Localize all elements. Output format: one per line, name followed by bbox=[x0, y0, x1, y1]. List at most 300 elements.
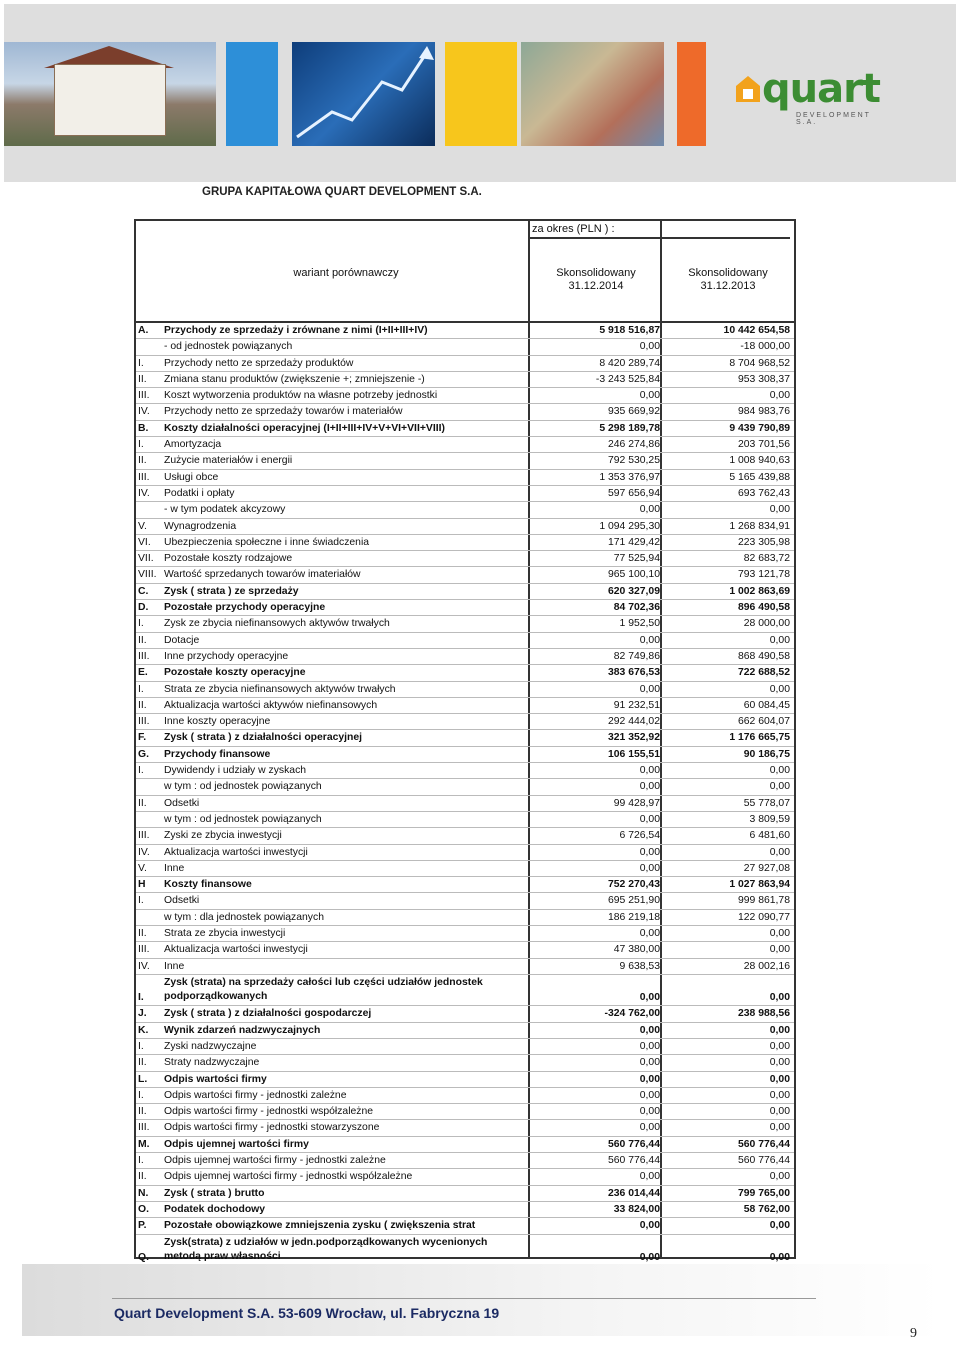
row-value-2014: 560 776,44 bbox=[607, 1155, 660, 1167]
row-value-2014: 597 656,94 bbox=[607, 487, 660, 499]
table-row bbox=[136, 763, 794, 779]
row-value-2013: 953 308,37 bbox=[737, 373, 790, 385]
table-row bbox=[136, 535, 794, 551]
yellow-color-block bbox=[445, 42, 517, 146]
row-value-2014: 0,00 bbox=[639, 390, 660, 402]
row-value-2014: 33 824,00 bbox=[613, 1203, 660, 1215]
row-value-2013: 122 090,77 bbox=[737, 911, 790, 923]
row-value-2013: 60 084,45 bbox=[743, 699, 790, 711]
row-value-2014: 0,00 bbox=[639, 1040, 660, 1052]
table-row bbox=[136, 1072, 794, 1088]
table-row bbox=[136, 372, 794, 388]
row-value-2014: 1 094 295,30 bbox=[599, 520, 660, 532]
table-row bbox=[136, 1055, 794, 1071]
row-value-2013: 662 604,07 bbox=[737, 716, 790, 728]
row-value-2014: 560 776,44 bbox=[607, 1138, 660, 1150]
row-value-2013: 0,00 bbox=[769, 927, 790, 939]
footer-address: Quart Development S.A. 53-609 Wrocław, ul. Fabryczna 19 bbox=[114, 1305, 500, 1321]
row-value-2013: 0,00 bbox=[769, 1089, 790, 1101]
table-row bbox=[136, 910, 794, 926]
row-code: O. bbox=[138, 1203, 149, 1215]
row-code: H bbox=[138, 879, 146, 891]
row-label: Podatek dochodowy bbox=[164, 1203, 266, 1215]
row-label: Usługi obce bbox=[164, 471, 219, 483]
row-label: Zyski ze zbycia inwestycji bbox=[164, 830, 282, 842]
row-value-2013: 0,00 bbox=[769, 1106, 790, 1118]
table-row bbox=[136, 1202, 794, 1218]
row-value-2013: 6 481,60 bbox=[749, 830, 790, 842]
row-code: IV. bbox=[138, 487, 150, 499]
table-row bbox=[136, 519, 794, 535]
row-code: III. bbox=[138, 944, 150, 956]
logo-house-icon bbox=[736, 76, 760, 102]
table-row bbox=[136, 714, 794, 730]
row-value-2013: 1 002 863,69 bbox=[729, 585, 790, 597]
row-label: - od jednostek powiązanych bbox=[164, 341, 293, 353]
table-row bbox=[136, 486, 794, 502]
row-label: Odpis ujemnej wartości firmy bbox=[164, 1138, 309, 1150]
row-code: II. bbox=[138, 1106, 147, 1118]
row-label: Wynagrodzenia bbox=[164, 520, 237, 532]
row-label: Dywidendy i udziały w zyskach bbox=[164, 765, 307, 777]
row-value-2014: 0,00 bbox=[639, 1106, 660, 1118]
row-value-2013: 28 000,00 bbox=[743, 618, 790, 630]
table-row bbox=[136, 877, 794, 893]
row-label: Ubezpieczenia społeczne i inne świadczenia bbox=[164, 536, 370, 548]
row-value-2013: 0,00 bbox=[769, 1057, 790, 1069]
document-title: GRUPA KAPITAŁOWA QUART DEVELOPMENT S.A. bbox=[202, 186, 482, 198]
row-value-2013: 0,00 bbox=[769, 1251, 790, 1263]
table-row bbox=[136, 567, 794, 583]
row-value-2014: 91 232,51 bbox=[613, 699, 660, 711]
row-value-2013: 0,00 bbox=[769, 1122, 790, 1134]
row-value-2013: 793 121,78 bbox=[737, 569, 790, 581]
row-value-2013: 999 861,78 bbox=[737, 895, 790, 907]
table-row bbox=[136, 730, 794, 746]
row-code: III. bbox=[138, 830, 150, 842]
row-code: IV. bbox=[138, 960, 150, 972]
column-header-date: 31.12.2014 bbox=[568, 280, 624, 292]
row-value-2014: -3 243 525,84 bbox=[595, 373, 660, 385]
table-row bbox=[136, 1006, 794, 1022]
row-value-2013: 90 186,75 bbox=[743, 748, 790, 760]
row-label: Strata ze zbycia niefinansowych aktywów trwałych bbox=[164, 683, 396, 695]
table-row bbox=[136, 796, 794, 812]
period-underline bbox=[528, 237, 790, 239]
row-value-2013: 0,00 bbox=[769, 846, 790, 858]
row-value-2013: 0,00 bbox=[769, 944, 790, 956]
row-value-2014: 0,00 bbox=[639, 781, 660, 793]
row-label: Odsetki bbox=[164, 797, 200, 809]
row-code: I. bbox=[138, 1155, 144, 1167]
row-value-2014: 0,00 bbox=[639, 846, 660, 858]
row-code: VI. bbox=[138, 536, 151, 548]
row-label: Odpis wartości firmy - jednostki stowarzyszone bbox=[164, 1122, 380, 1134]
row-value-2014: 0,00 bbox=[639, 991, 660, 1003]
row-code: I. bbox=[138, 1089, 144, 1101]
table-row bbox=[136, 1120, 794, 1136]
blue-color-block bbox=[226, 42, 278, 146]
row-code: M. bbox=[138, 1138, 150, 1150]
row-value-2014: 965 100,10 bbox=[607, 569, 660, 581]
row-value-2014: 106 155,51 bbox=[607, 748, 660, 760]
row-value-2013: 238 988,56 bbox=[737, 1008, 790, 1020]
row-label: Aktualizacja wartości aktywów niefinansowych bbox=[164, 699, 378, 711]
row-value-2014: 0,00 bbox=[639, 927, 660, 939]
row-label: Amortyzacja bbox=[164, 439, 222, 451]
row-value-2014: 935 669,92 bbox=[607, 406, 660, 418]
row-label: Zysk ( strata ) ze sprzedaży bbox=[164, 585, 299, 597]
row-label: Przychody netto ze sprzedaży produktów bbox=[164, 357, 354, 369]
row-value-2014: 0,00 bbox=[639, 1171, 660, 1183]
row-value-2013: 896 490,58 bbox=[737, 602, 790, 614]
row-value-2013: 27 927,08 bbox=[743, 862, 790, 874]
row-code: N. bbox=[138, 1187, 149, 1199]
row-code: VII. bbox=[138, 553, 154, 565]
row-value-2013: 868 490,58 bbox=[737, 650, 790, 662]
row-value-2013: 223 305,98 bbox=[737, 536, 790, 548]
row-value-2013: 58 762,00 bbox=[743, 1203, 790, 1215]
row-value-2013: 0,00 bbox=[769, 390, 790, 402]
row-code: II. bbox=[138, 797, 147, 809]
row-value-2013: 722 688,52 bbox=[737, 667, 790, 679]
row-value-2014: 0,00 bbox=[639, 1073, 660, 1085]
row-code: IV. bbox=[138, 846, 150, 858]
row-value-2014: 792 530,25 bbox=[607, 455, 660, 467]
header-banner bbox=[4, 4, 956, 182]
row-code: III. bbox=[138, 390, 150, 402]
row-value-2013: 0,00 bbox=[769, 1171, 790, 1183]
row-label: Odpis wartości firmy - jednostki współzależne bbox=[164, 1106, 374, 1118]
table-row bbox=[136, 747, 794, 763]
logo-subtitle: DEVELOPMENT S.A. bbox=[796, 112, 871, 126]
row-code: I. bbox=[138, 895, 144, 907]
row-code: IV. bbox=[138, 406, 150, 418]
row-value-2013: 0,00 bbox=[769, 634, 790, 646]
row-label: w tym : dla jednostek powiązanych bbox=[164, 911, 324, 923]
row-value-2013: 9 439 790,89 bbox=[729, 422, 790, 434]
row-value-2014: 8 420 289,74 bbox=[599, 357, 660, 369]
row-label: Odpis wartości firmy - jednostki zależne bbox=[164, 1089, 347, 1101]
column-header-2013 bbox=[664, 267, 792, 293]
footer-divider bbox=[112, 1298, 816, 1299]
table-row bbox=[136, 779, 794, 795]
row-value-2013: 10 442 654,58 bbox=[723, 325, 790, 336]
row-value-2013: 0,00 bbox=[769, 683, 790, 695]
row-value-2014: 620 327,09 bbox=[607, 585, 660, 597]
row-code: II. bbox=[138, 455, 147, 467]
row-label: Pozostałe obowiązkowe zmniejszenia zysku ( zwiększenia strat bbox=[164, 1220, 476, 1232]
row-value-2014: 292 444,02 bbox=[607, 716, 660, 728]
row-value-2013: 203 701,56 bbox=[737, 439, 790, 451]
house-facade-shape bbox=[54, 64, 166, 136]
row-code: I. bbox=[138, 439, 144, 451]
row-code: D. bbox=[138, 602, 149, 614]
table-row bbox=[136, 600, 794, 616]
row-value-2014: 47 380,00 bbox=[613, 944, 660, 956]
table-row bbox=[136, 470, 794, 486]
row-code: I. bbox=[138, 765, 144, 777]
row-value-2014: 9 638,53 bbox=[619, 960, 660, 972]
row-label: Zysk (strata) na sprzedaży całości lub części udziałów jednostek podporządkowanych bbox=[164, 976, 483, 1002]
row-value-2013: 1 268 834,91 bbox=[729, 520, 790, 532]
row-value-2014: -324 762,00 bbox=[604, 1008, 660, 1020]
table-row bbox=[136, 828, 794, 844]
table-row bbox=[136, 1186, 794, 1202]
table-row bbox=[136, 1023, 794, 1039]
table-row bbox=[136, 633, 794, 649]
row-label: Zysk ze zbycia niefinansowych aktywów trwałych bbox=[164, 618, 390, 630]
table-row bbox=[136, 959, 794, 975]
row-code: I. bbox=[138, 1040, 144, 1052]
row-value-2014: 99 428,97 bbox=[613, 797, 660, 809]
row-label: - w tym podatek akcyzowy bbox=[164, 504, 286, 516]
row-code: III. bbox=[138, 716, 150, 728]
row-value-2013: 8 704 968,52 bbox=[729, 357, 790, 369]
row-value-2014: 321 352,92 bbox=[607, 732, 660, 744]
logo-wordmark: quart bbox=[762, 66, 880, 112]
table-row bbox=[136, 1088, 794, 1104]
row-value-2014: 171 429,42 bbox=[607, 536, 660, 548]
row-value-2014: 0,00 bbox=[639, 1220, 660, 1232]
row-value-2014: 246 274,86 bbox=[607, 439, 660, 451]
row-value-2013: 984 983,76 bbox=[737, 406, 790, 418]
row-value-2014: 0,00 bbox=[639, 1089, 660, 1101]
table-row bbox=[136, 1104, 794, 1120]
row-label: Odsetki bbox=[164, 895, 200, 907]
row-code: G. bbox=[138, 748, 149, 760]
row-value-2014: 84 702,36 bbox=[613, 602, 660, 614]
row-code: F. bbox=[138, 732, 147, 744]
row-label: Dotacje bbox=[164, 634, 200, 646]
row-label: Przychody ze sprzedaży i zrównane z nimi (I+II+III+IV) bbox=[164, 325, 428, 336]
row-value-2013: 693 762,43 bbox=[737, 487, 790, 499]
row-code: C. bbox=[138, 585, 149, 597]
row-value-2014: 0,00 bbox=[639, 1024, 660, 1036]
row-value-2013: 0,00 bbox=[769, 1220, 790, 1232]
row-label: Przychody netto ze sprzedaży towarów i materiałów bbox=[164, 406, 403, 418]
column-header-date: 31.12.2013 bbox=[700, 280, 756, 292]
row-label: Zysk ( strata ) z działalności gospodarczej bbox=[164, 1008, 372, 1020]
row-value-2014: 752 270,43 bbox=[607, 879, 660, 891]
row-code: II. bbox=[138, 373, 147, 385]
row-label: Inne koszty operacyjne bbox=[164, 716, 271, 728]
table-body bbox=[136, 323, 794, 1299]
row-code: E. bbox=[138, 667, 148, 679]
row-code: III. bbox=[138, 1122, 150, 1134]
row-value-2013: 0,00 bbox=[769, 504, 790, 516]
row-value-2014: 0,00 bbox=[639, 504, 660, 516]
row-label: Odpis ujemnej wartości firmy - jednostki współzależne bbox=[164, 1171, 413, 1183]
row-value-2014: 0,00 bbox=[639, 1122, 660, 1134]
period-label: za okres (PLN ) : bbox=[532, 223, 615, 235]
row-code: Q. bbox=[138, 1251, 149, 1263]
company-logo bbox=[732, 66, 882, 126]
row-value-2014: 0,00 bbox=[639, 1251, 660, 1263]
table-row bbox=[136, 649, 794, 665]
row-code: V. bbox=[138, 520, 147, 532]
row-value-2014: 0,00 bbox=[639, 634, 660, 646]
row-label: Przychody finansowe bbox=[164, 748, 271, 760]
table-row bbox=[136, 502, 794, 518]
row-value-2013: 3 809,59 bbox=[749, 813, 790, 825]
row-label: Koszt wytworzenia produktów na własne potrzeby jednostki bbox=[164, 390, 438, 402]
row-code: V. bbox=[138, 862, 147, 874]
table-row bbox=[136, 942, 794, 958]
table-row bbox=[136, 1218, 794, 1234]
row-value-2014: 695 251,90 bbox=[607, 895, 660, 907]
row-label: Zużycie materiałów i energii bbox=[164, 455, 293, 467]
row-value-2014: 0,00 bbox=[639, 862, 660, 874]
row-value-2013: 0,00 bbox=[769, 991, 790, 1003]
row-label: Odpis ujemnej wartości firmy - jednostki zależne bbox=[164, 1155, 386, 1167]
row-value-2013: 82 683,72 bbox=[743, 553, 790, 565]
table-row bbox=[136, 551, 794, 567]
row-code: VIII. bbox=[138, 569, 157, 581]
footer-band bbox=[22, 1264, 942, 1336]
row-label: Zysk ( strata ) z działalności operacyjnej bbox=[164, 732, 363, 744]
row-label: Aktualizacja wartości inwestycji bbox=[164, 846, 308, 858]
row-value-2014: 0,00 bbox=[639, 813, 660, 825]
row-code: II. bbox=[138, 1057, 147, 1069]
table-row bbox=[136, 698, 794, 714]
row-value-2014: 5 918 516,87 bbox=[599, 325, 660, 336]
row-code: III. bbox=[138, 650, 150, 662]
row-code: L. bbox=[138, 1073, 148, 1085]
row-value-2014: 1 353 376,97 bbox=[599, 471, 660, 483]
row-label: Zmiana stanu produktów (zwiększenie +; zmniejszenie -) bbox=[164, 373, 425, 385]
table-row bbox=[136, 437, 794, 453]
row-value-2014: 0,00 bbox=[639, 765, 660, 777]
row-value-2014: 0,00 bbox=[639, 341, 660, 353]
row-code: I. bbox=[138, 683, 144, 695]
orange-color-block bbox=[677, 42, 706, 146]
row-label: Zyski nadzwyczajne bbox=[164, 1040, 257, 1052]
row-code: J. bbox=[138, 1008, 147, 1020]
row-value-2013: 1 008 940,63 bbox=[729, 455, 790, 467]
row-code: II. bbox=[138, 1171, 147, 1183]
row-value-2013: 0,00 bbox=[769, 765, 790, 777]
row-label: Odpis wartości firmy bbox=[164, 1073, 267, 1085]
banknotes-photo bbox=[521, 42, 664, 146]
row-value-2014: 0,00 bbox=[639, 683, 660, 695]
row-value-2013: -18 000,00 bbox=[740, 341, 790, 353]
table-row bbox=[136, 1039, 794, 1055]
table-row bbox=[136, 812, 794, 828]
row-code: P. bbox=[138, 1220, 147, 1232]
table-row bbox=[136, 404, 794, 420]
row-label: Inne przychody operacyjne bbox=[164, 650, 289, 662]
column-header-line: Skonsolidowany bbox=[556, 267, 636, 279]
table-row bbox=[136, 388, 794, 404]
table-row bbox=[136, 845, 794, 861]
row-label: Inne bbox=[164, 862, 185, 874]
row-label: Podatki i opłaty bbox=[164, 487, 235, 499]
row-label: w tym : od jednostek powiązanych bbox=[164, 781, 322, 793]
table-row bbox=[136, 453, 794, 469]
row-code: III. bbox=[138, 471, 150, 483]
row-value-2013: 0,00 bbox=[769, 781, 790, 793]
row-code: B. bbox=[138, 422, 149, 434]
column-header-2014 bbox=[532, 267, 660, 293]
table-row bbox=[136, 665, 794, 681]
column-header-line: Skonsolidowany bbox=[688, 267, 768, 279]
table-row bbox=[136, 926, 794, 942]
table-row bbox=[136, 616, 794, 632]
table-row bbox=[136, 682, 794, 698]
table-row bbox=[136, 339, 794, 355]
row-value-2013: 0,00 bbox=[769, 1040, 790, 1052]
row-code: I. bbox=[138, 991, 144, 1003]
row-value-2014: 0,00 bbox=[639, 1057, 660, 1069]
row-code: A. bbox=[138, 325, 149, 336]
row-label: Straty nadzwyczajne bbox=[164, 1057, 260, 1069]
row-label: Koszty finansowe bbox=[164, 879, 252, 891]
row-code: II. bbox=[138, 699, 147, 711]
row-value-2014: 6 726,54 bbox=[619, 830, 660, 842]
stock-chart-photo bbox=[292, 42, 435, 146]
table-row bbox=[136, 584, 794, 600]
row-value-2013: 0,00 bbox=[769, 1024, 790, 1036]
variant-label: wariant porównawczy bbox=[293, 267, 399, 279]
row-label: Aktualizacja wartości inwestycji bbox=[164, 944, 308, 956]
row-label: Wartość sprzedanych towarów imateriałów bbox=[164, 569, 361, 581]
row-code: II. bbox=[138, 927, 147, 939]
row-label: Zysk ( strata ) brutto bbox=[164, 1187, 265, 1199]
table-row bbox=[136, 893, 794, 909]
page-number: 9 bbox=[910, 1326, 917, 1341]
row-label: Koszty działalności operacyjnej (I+II+III+IV+V+VI+VII+VIII) bbox=[164, 422, 445, 434]
row-value-2014: 1 952,50 bbox=[619, 618, 660, 630]
row-label: Wynik zdarzeń nadzwyczajnych bbox=[164, 1024, 321, 1036]
row-value-2014: 82 749,86 bbox=[613, 650, 660, 662]
row-value-2013: 55 778,07 bbox=[743, 797, 790, 809]
row-value-2014: 186 219,18 bbox=[607, 911, 660, 923]
table-row bbox=[136, 975, 794, 1007]
row-label: Strata ze zbycia inwestycji bbox=[164, 927, 286, 939]
house-photo bbox=[4, 42, 216, 146]
row-value-2013: 28 002,16 bbox=[743, 960, 790, 972]
table-row bbox=[136, 1137, 794, 1153]
table-row bbox=[136, 861, 794, 877]
row-label: Pozostałe koszty operacyjne bbox=[164, 667, 306, 679]
table-row bbox=[136, 421, 794, 437]
table-row bbox=[136, 356, 794, 372]
table-row bbox=[136, 1169, 794, 1185]
stock-arrow-icon bbox=[292, 42, 435, 146]
row-label: Pozostałe koszty rodzajowe bbox=[164, 553, 293, 565]
row-value-2014: 77 525,94 bbox=[613, 553, 660, 565]
row-value-2014: 236 014,44 bbox=[607, 1187, 660, 1199]
income-statement-table bbox=[134, 219, 796, 1263]
row-label: Pozostałe przychody operacyjne bbox=[164, 602, 326, 614]
table-row bbox=[136, 1235, 794, 1267]
row-label: Inne bbox=[164, 960, 185, 972]
row-code: I. bbox=[138, 357, 144, 369]
table-row bbox=[136, 323, 794, 339]
row-value-2013: 5 165 439,88 bbox=[729, 471, 790, 483]
row-value-2014: 383 676,53 bbox=[607, 667, 660, 679]
row-label: w tym : od jednostek powiązanych bbox=[164, 813, 322, 825]
row-label: Zysk(strata) z udziałów w jedn.podporządkowanych wycenionych metodą praw własności bbox=[164, 1236, 488, 1262]
table-row bbox=[136, 1153, 794, 1169]
row-value-2014: 5 298 189,78 bbox=[599, 422, 660, 434]
row-value-2013: 560 776,44 bbox=[737, 1138, 790, 1150]
row-value-2013: 560 776,44 bbox=[737, 1155, 790, 1167]
row-code: K. bbox=[138, 1024, 149, 1036]
row-value-2013: 1 027 863,94 bbox=[729, 879, 790, 891]
row-value-2013: 1 176 665,75 bbox=[729, 732, 790, 744]
